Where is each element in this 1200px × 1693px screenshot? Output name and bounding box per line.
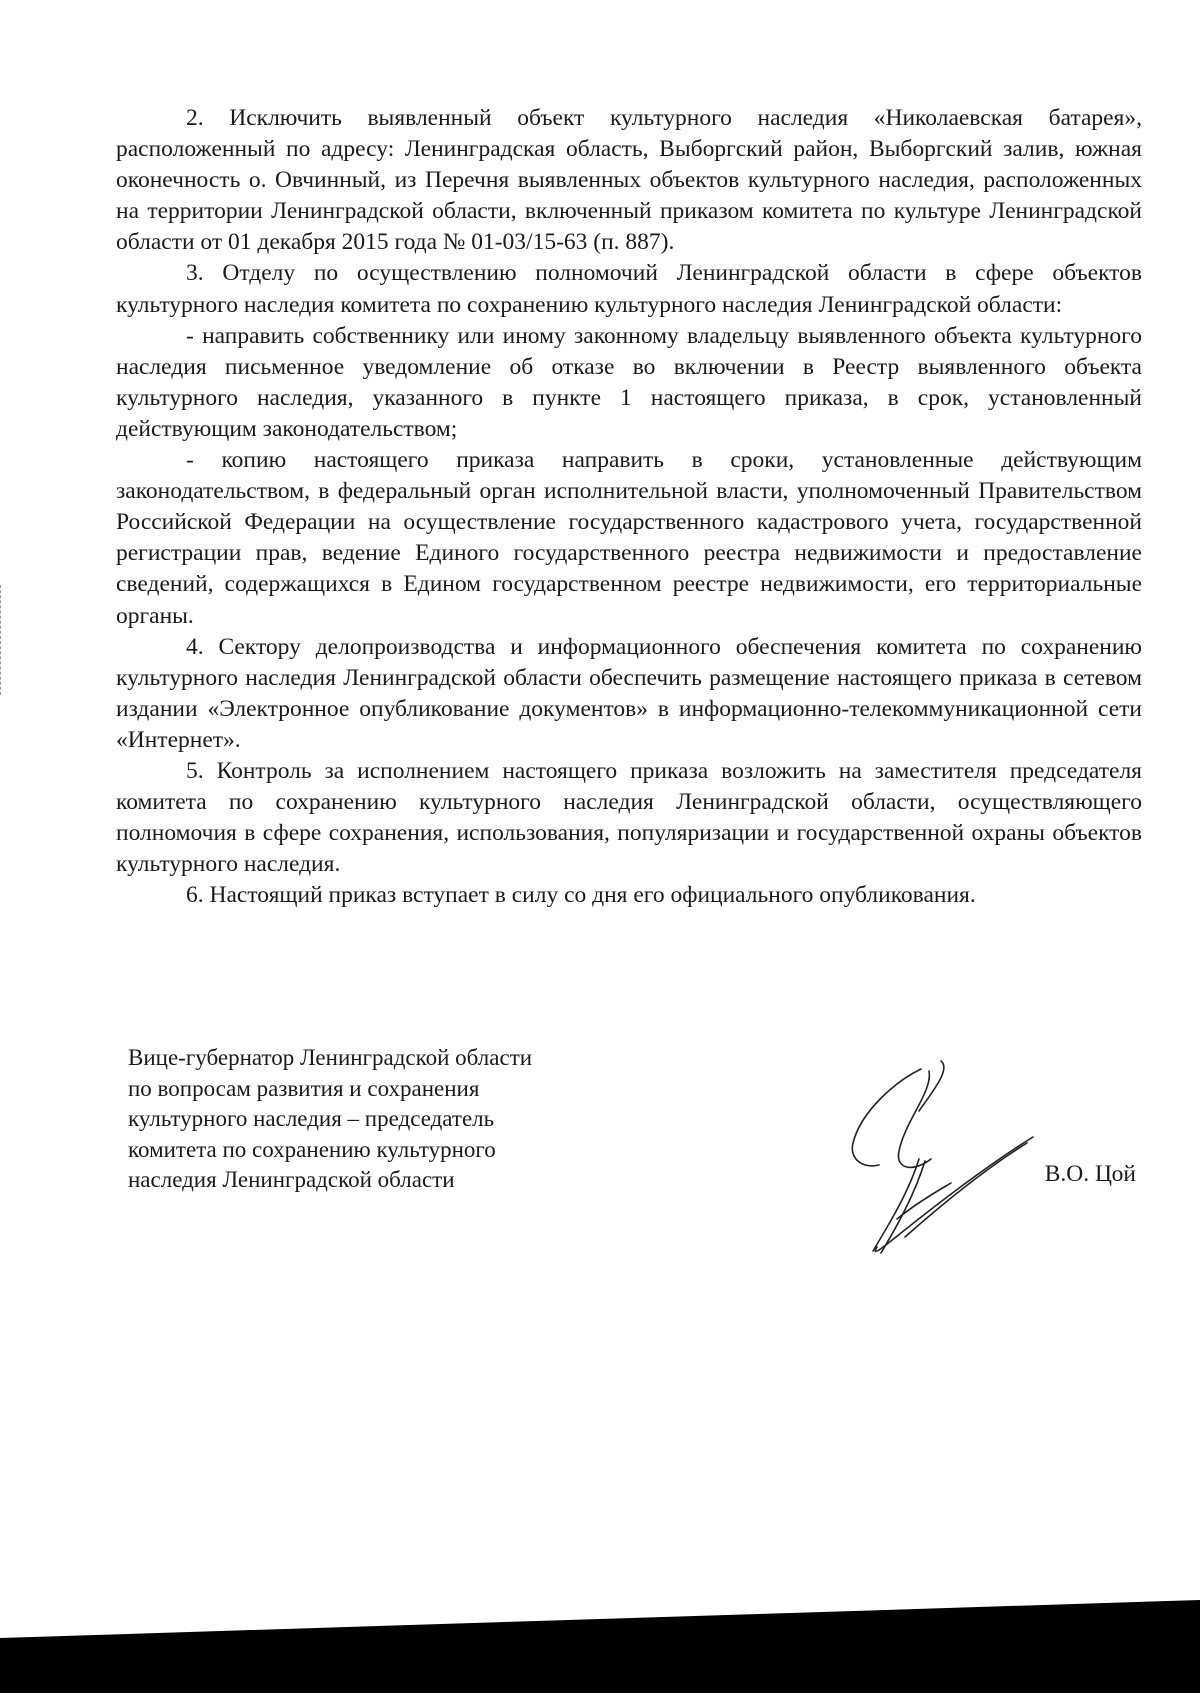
paragraph-item-3-sub-1: - направить собственнику или иному законному владельцу выявленного объекта культурного наследия письменное уведомление об отказе во включении в Реестр выявленного объекта культурного наследия, указанного в пункте 1 настоящего приказа, в срок, установленный действующим законодательством;: [116, 322, 1142, 442]
scan-edge-shadow: [0, 1600, 1200, 1693]
signer-position-line: культурного наследия – председатель: [128, 1106, 495, 1131]
handwritten-signature: [801, 1051, 1041, 1261]
paragraph-item-4: 4. Сектору делопроизводства и информационного обеспечения комитета по сохранению культурного наследия Ленинградской области обеспечить размещение настоящего приказа в сетевом издании «Электронное опубликование документов» в информационно-телекоммуникационной сети «Интернет».: [116, 633, 1142, 753]
signer-position-line: наследия Ленинградской области: [128, 1167, 455, 1192]
signer-position-line: комитета по сохранению культурного: [128, 1136, 496, 1162]
paragraph-item-3-sub-2: - копию настоящего приказа направить в сроки, установленные действующим законодательством, в федеральный орган исполнительной власти, уполномоченный Правительством Российской Федерации на осуществление государственного кадастрового учета, государственной регистрации прав, ведение Единого государственного реестра недвижимости и предоставление сведений, содержащихся в Едином государственном реестре недвижимости, его территориальные органы.: [116, 447, 1142, 629]
document-body: [116, 103, 1142, 911]
signer-position-line: Вице-губернатор Ленинградской области: [128, 1045, 533, 1070]
paragraph-item-2: 2. Исключить выявленный объект культурного наследия «Николаевская батарея», расположенный по адресу: Ленинградская область, Выборгский район, Выборгский залив, южная оконечность о. Овчинный, из Перечня выявленных объектов культурного наследия, расположенных на территории Ленинградской области, включенный приказом комитета по культуре Ленинградской области от 01 декабря 2015 года № 01-03/15-63 (п. 887).: [116, 105, 1142, 256]
signature-block: [116, 1043, 1146, 1273]
signer-position-line: по вопросам развития и сохранения: [128, 1075, 480, 1101]
paragraph-item-6: 6. Настоящий приказ вступает в силу со дня его официального опубликования.: [186, 882, 976, 909]
paragraph-item-3: 3. Отделу по осуществлению полномочий Ленинградской области в сфере объектов культурного наследия комитета по сохранению культурного наследия Ленинградской области:: [116, 260, 1142, 318]
paragraph-item-5: 5. Контроль за исполнением настоящего приказа возложить на заместителя председателя комитета по сохранению культурного наследия Ленинградской области, осуществляющего полномочия в сфере сохранения, использования, популяризации и государственной охраны объектов культурного наследия.: [116, 757, 1142, 878]
signer-name: В.О. Цой: [1044, 1161, 1136, 1187]
signer-position: [128, 1043, 532, 1196]
scan-margin-artifact: [0, 585, 4, 695]
